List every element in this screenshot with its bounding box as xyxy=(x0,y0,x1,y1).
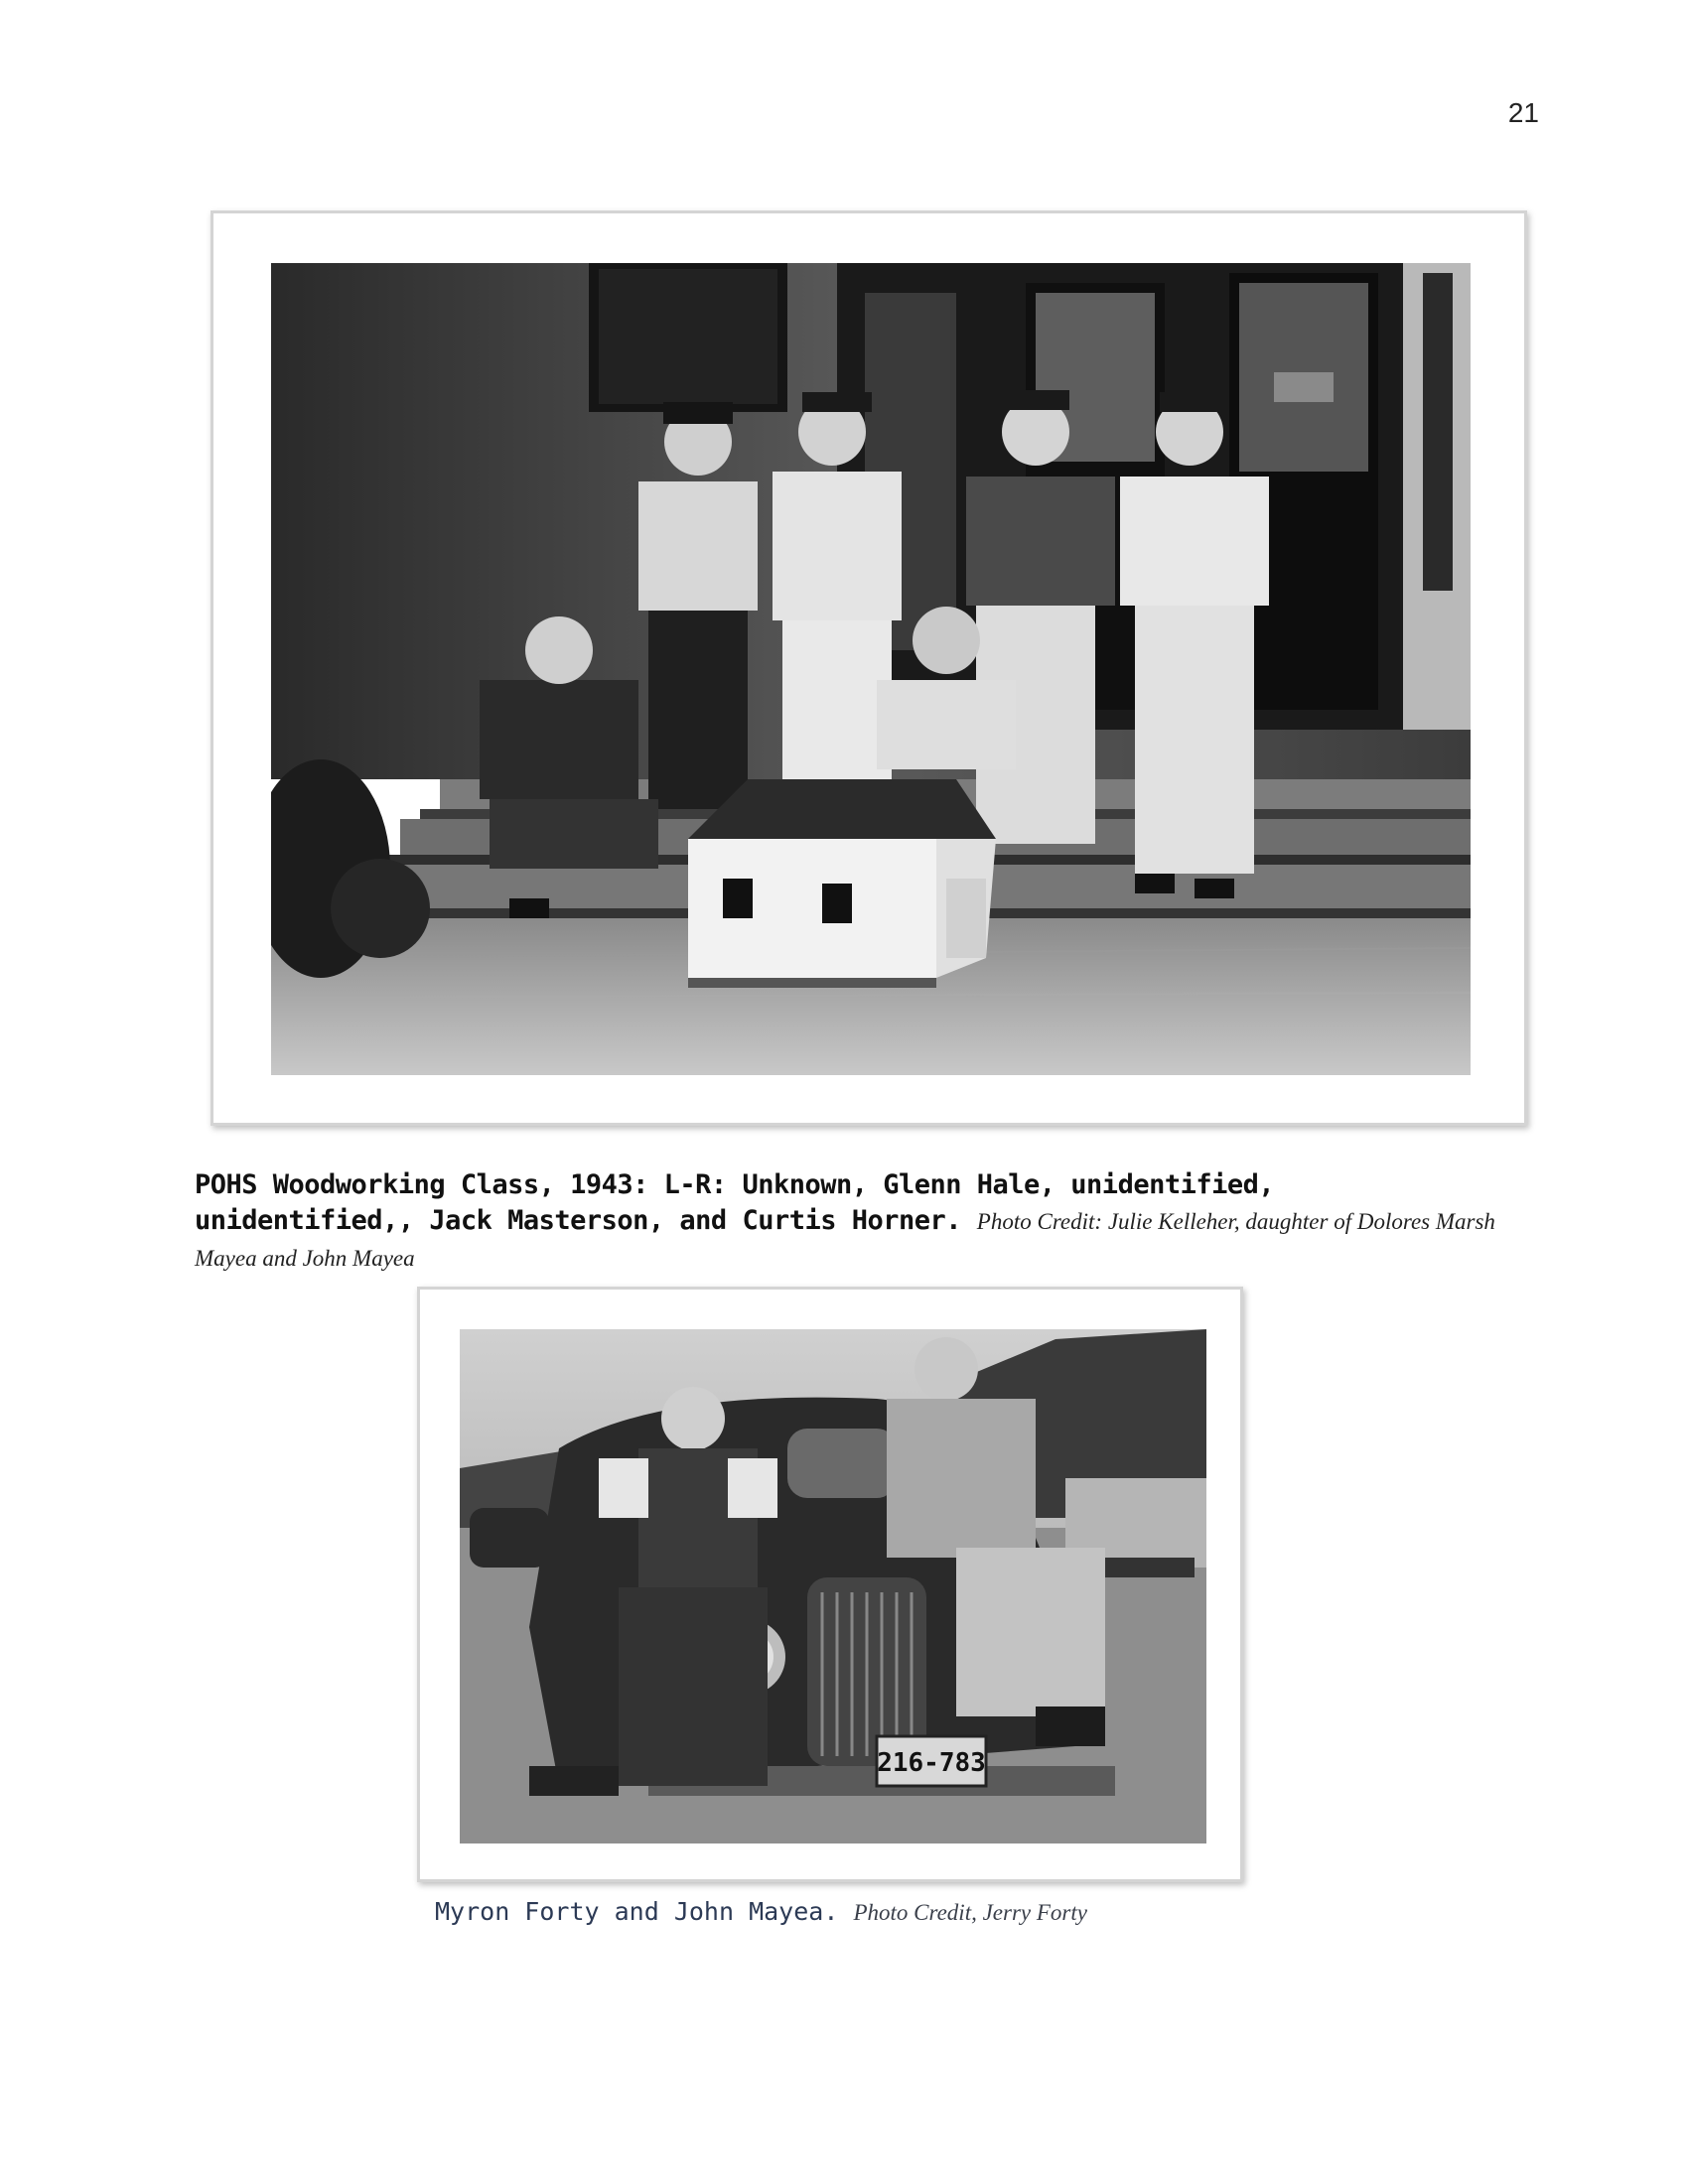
woodworking-class-caption xyxy=(195,1167,1505,1277)
woodworking-class-photo-credit: Photo Credit: Julie Kelleher, daughter of Dolores Marsh Mayea and John Mayea xyxy=(195,1209,1495,1271)
car-photo xyxy=(460,1329,1206,1843)
car-photo-caption-punct: . xyxy=(823,1897,839,1926)
woodworking-class-caption-punct: . xyxy=(945,1205,962,1236)
car-photo-credit: Photo Credit, Jerry Forty xyxy=(853,1900,1087,1925)
woodworking-class-caption-title: POHS Woodworking Class, 1943: L-R: Unknown, Glenn Hale, unidentified, unidentified,, Jack Masterson, and Curtis Horner xyxy=(195,1169,1275,1236)
woodworking-class-photo xyxy=(271,263,1471,1075)
woodworking-class-photo-frame xyxy=(211,210,1527,1126)
car-photo-caption xyxy=(435,1894,1289,1931)
car-photo-caption-title: Myron Forty and John Mayea xyxy=(435,1897,824,1926)
page-number: 21 xyxy=(1507,97,1539,128)
woodworking-class-image xyxy=(271,263,1471,1075)
car-image xyxy=(460,1329,1206,1843)
car-photo-frame xyxy=(417,1287,1243,1882)
license-plate-text: 216-783 xyxy=(877,1748,986,1778)
